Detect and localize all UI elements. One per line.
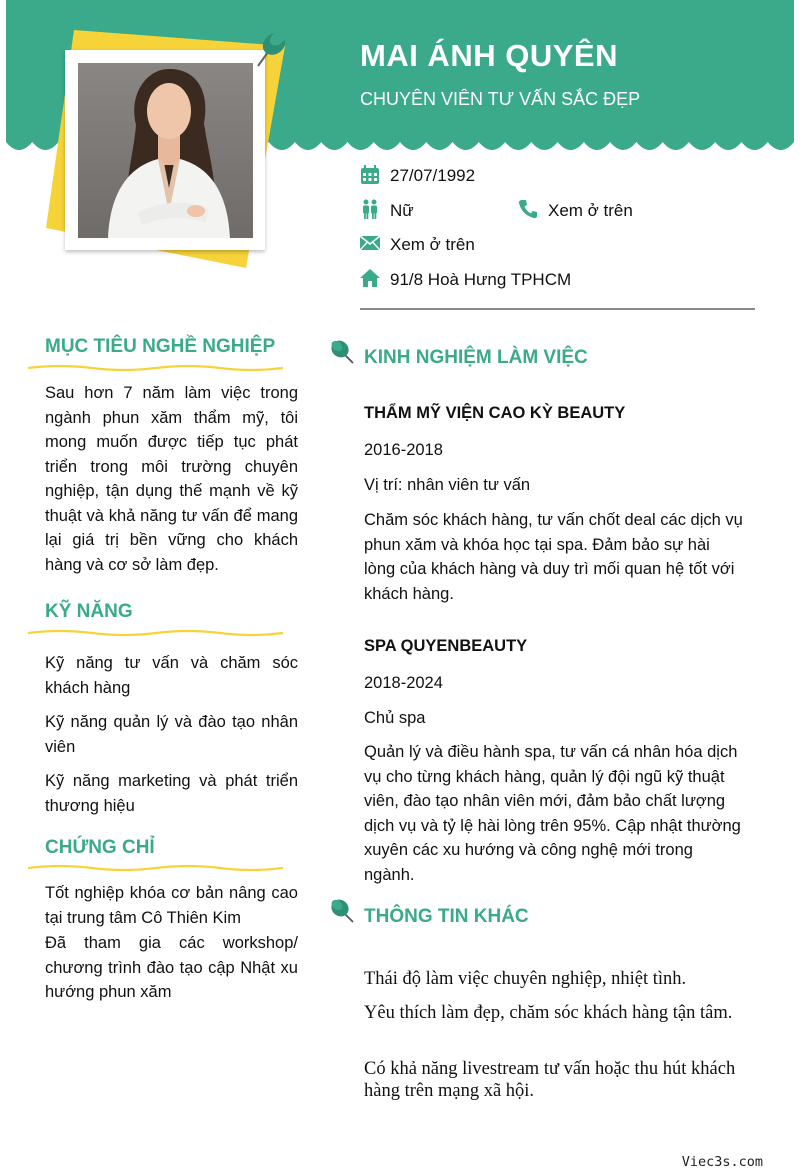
profile-photo-block (40, 28, 290, 273)
other-info-item: Thái độ làm việc chuyên nghiệp, nhiệt tình. (364, 969, 687, 989)
objective-text: Sau hơn 7 năm làm việc trong ngành phun xăm thẩm mỹ, tôi mong muốn được tiếp tục phát triển trong môi trường chuyên nghiệp, tận dụng thế mạnh về kỹ thuật và khả năng tư vấn để mang lại giá trị bền vững cho khách hàng và cơ sở làm đẹp. (45, 384, 298, 574)
job-period: 2018-2024 (364, 674, 443, 692)
skill-item: Kỹ năng marketing và phát triển thương hiệu (45, 772, 298, 815)
skill-item: Kỹ năng quản lý và đào tạo nhân viên (45, 713, 298, 756)
home-icon (360, 268, 380, 288)
contact-divider (360, 308, 755, 310)
company-name: SPA QUYENBEAUTY (364, 637, 528, 655)
calendar-icon (360, 165, 380, 185)
skills-underline (28, 627, 283, 639)
address-value: 91/8 Hoà Hưng TPHCM (390, 270, 572, 289)
watermark: Viec3s.com (681, 1154, 763, 1170)
job-period: 2016-2018 (364, 441, 443, 459)
photo-frame (65, 50, 265, 250)
gender-value: Nữ (390, 201, 414, 220)
email-icon (360, 233, 380, 253)
candidate-name: MAI ÁNH QUYÊN (360, 38, 618, 73)
other-info-item: Yêu thích làm đẹp, chăm sóc khách hàng tận tâm. (364, 1003, 733, 1023)
company-name: THẨM MỸ VIỆN CAO KỲ BEAUTY (364, 404, 626, 422)
other-info-item: Có khả năng livestream tư vấn hoặc thu hút khách hàng trên mạng xã hội. (364, 1059, 736, 1101)
dob-value: 27/07/1992 (390, 166, 476, 185)
experience-heading: KINH NGHIỆM LÀM VIỆC (364, 347, 588, 368)
job-position: Chủ spa (364, 709, 426, 727)
gender-icon (360, 199, 380, 219)
other-info-heading: THÔNG TIN KHÁC (364, 906, 529, 927)
pushpin-icon (329, 338, 357, 366)
job-description: Quản lý và điều hành spa, tư vấn cá nhân hóa dịch vụ cho từng khách hàng, quản lý đội ngũ kỹ thuật viên, đào tạo nhân viên mới, đảm bảo chất lượng dịch vụ và tỷ lệ hài lòng trên 95%. Cập nhật thường xuyên các xu hướng và công nghệ mới trong ngành. (364, 743, 741, 884)
objective-heading: MỤC TIÊU NGHỀ NGHIỆP (45, 336, 276, 357)
job-position: Vị trí: nhân viên tư vấn (364, 476, 531, 494)
certificate-item: Đã tham gia các workshop/ chương trình đào tạo cập Nhật xu hướng phun xăm (45, 934, 298, 1001)
certificates-underline (28, 862, 283, 874)
skills-heading: KỸ NĂNG (45, 601, 133, 622)
objective-underline (28, 362, 283, 374)
pushpin-icon (250, 26, 290, 70)
avatar (78, 63, 253, 238)
skill-item: Kỹ năng tư vấn và chăm sóc khách hàng (45, 654, 298, 697)
job-title: CHUYÊN VIÊN TƯ VẤN SẮC ĐẸP (360, 89, 641, 109)
email-value: Xem ở trên (390, 235, 475, 254)
job-description: Chăm sóc khách hàng, tư vấn chốt deal các dịch vụ phun xăm và khóa học tại spa. Đảm bảo sự hài lòng của khách hàng và duy trì mối quan hệ tốt với khách hàng. (364, 511, 743, 603)
certificate-item: Tốt nghiệp khóa cơ bản nâng cao tại trung tâm Cô Thiên Kim (45, 884, 298, 927)
certificates-heading: CHỨNG CHỈ (45, 837, 155, 858)
phone-value: Xem ở trên (548, 201, 633, 220)
phone-icon (518, 199, 538, 219)
pushpin-icon (329, 897, 357, 925)
